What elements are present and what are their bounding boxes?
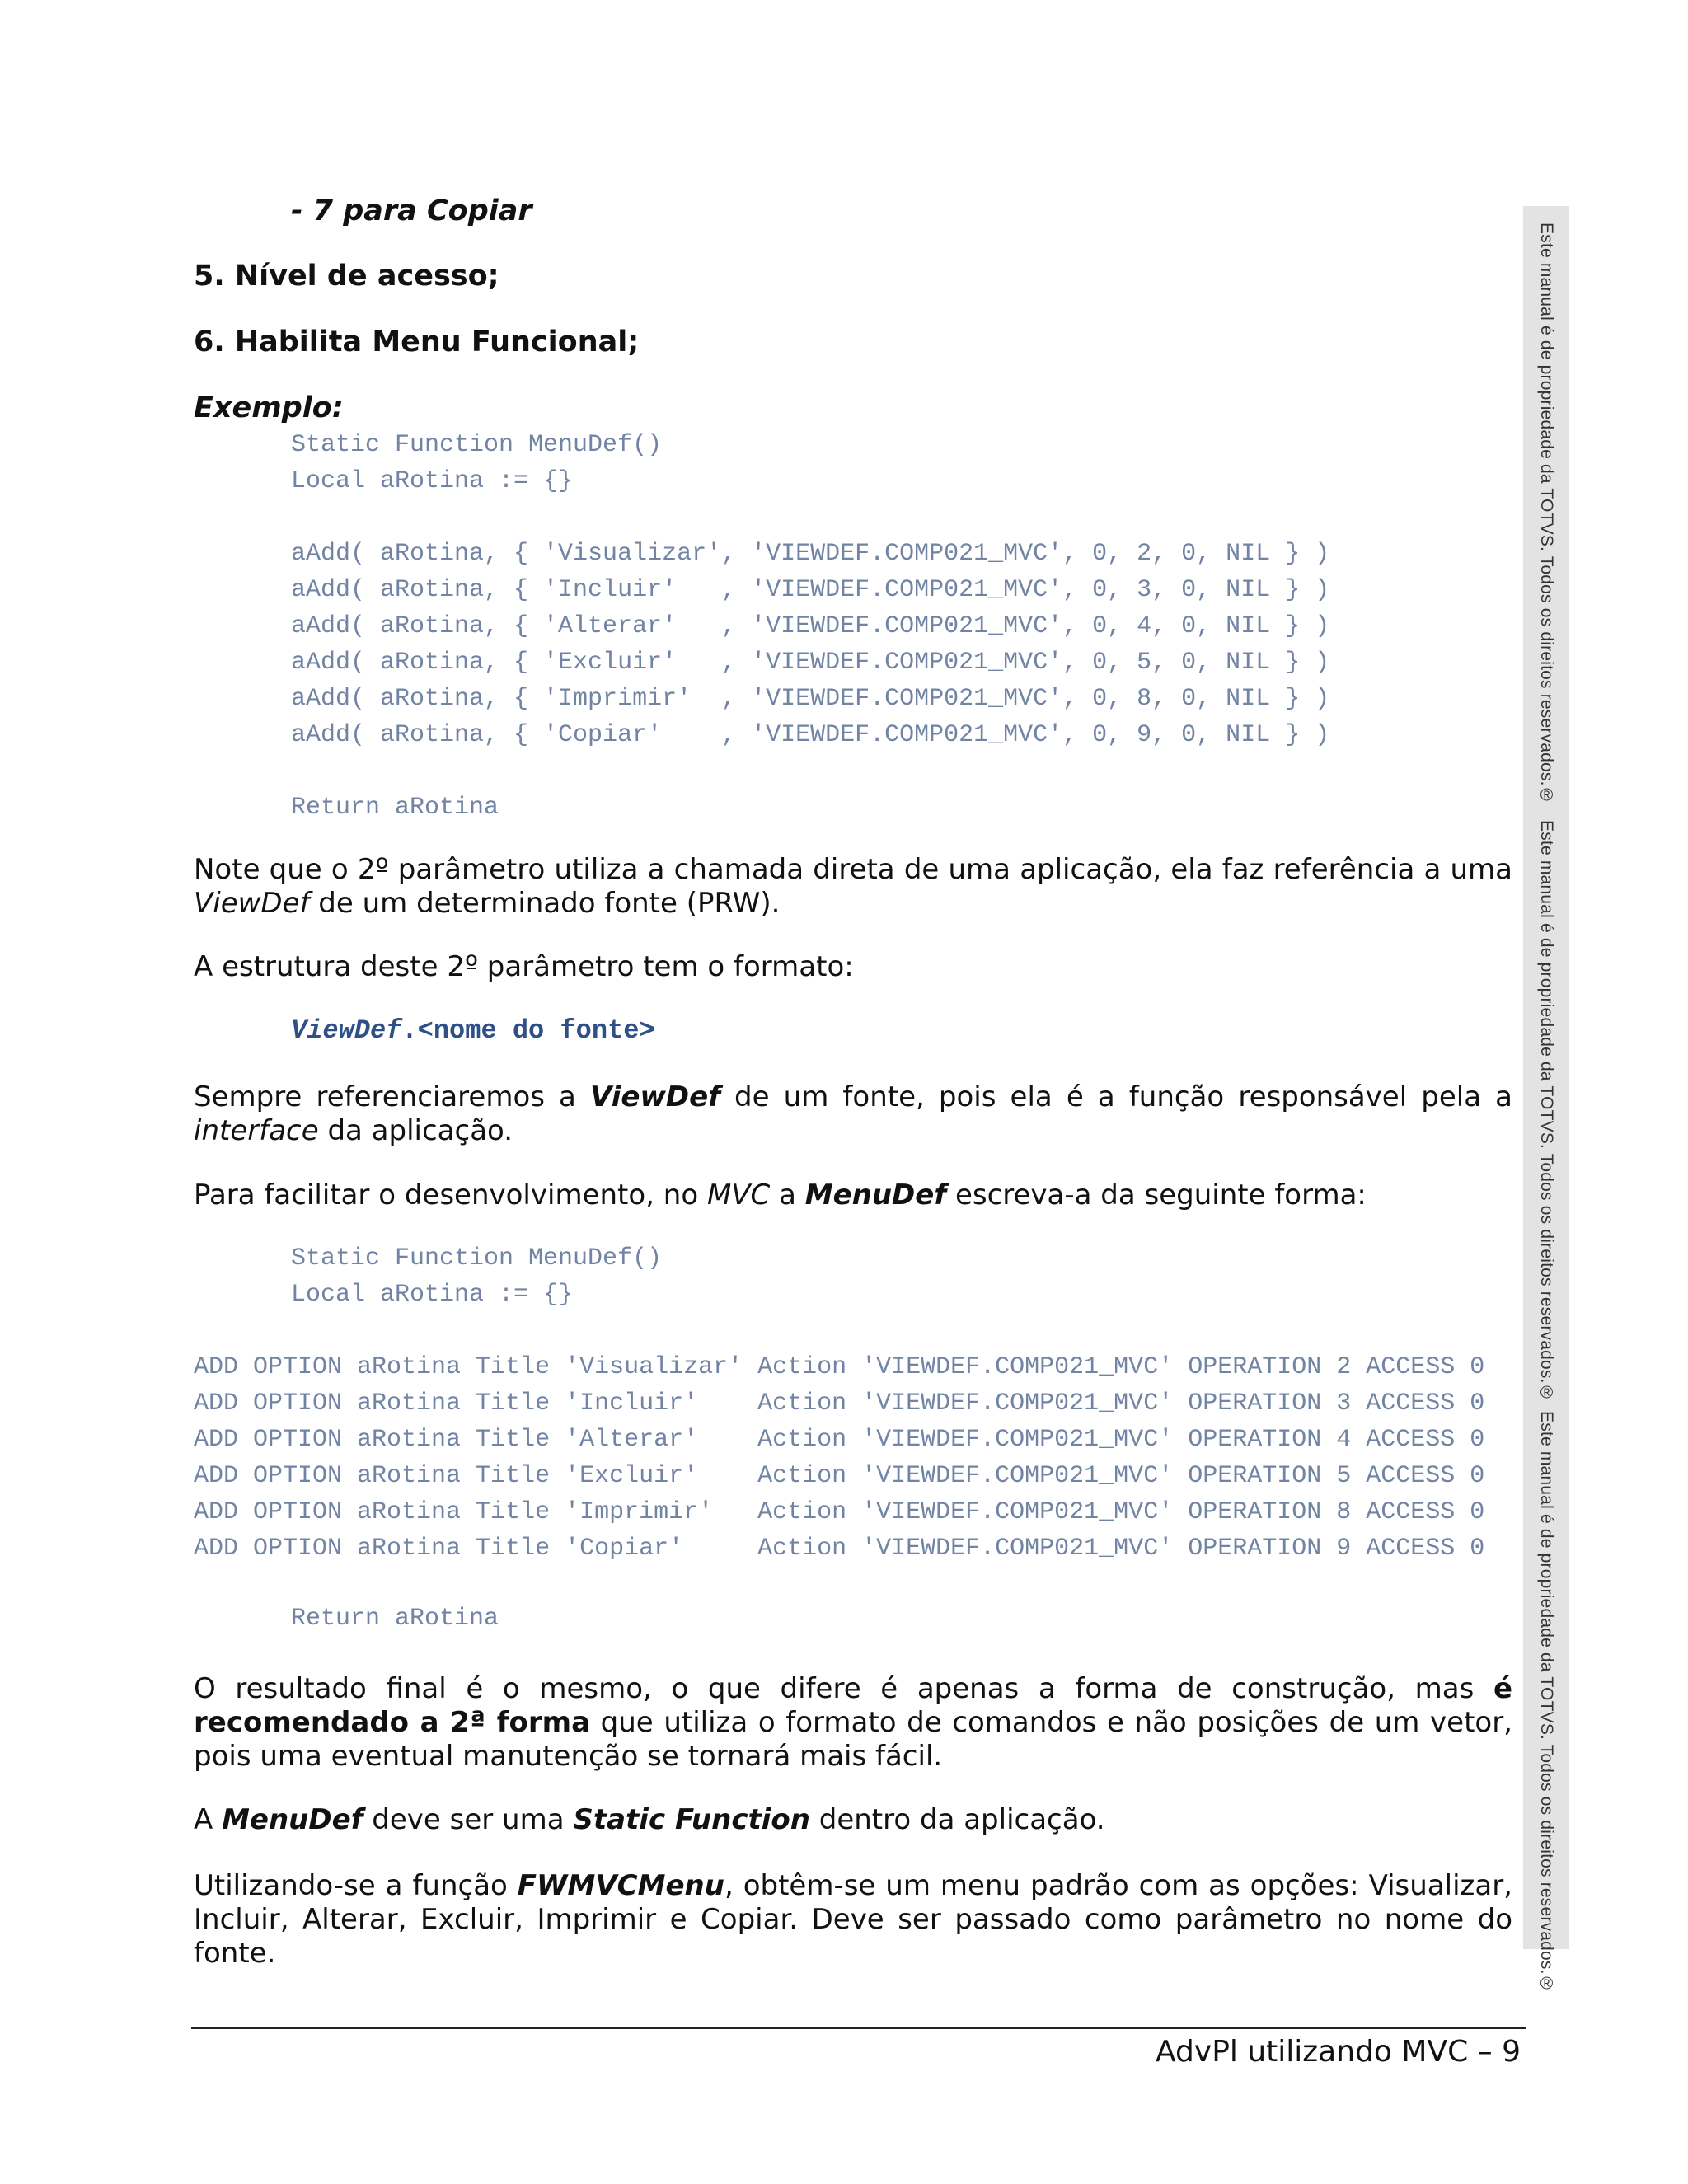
- code-line: aAdd( aRotina, { 'Alterar' , 'VIEWDEF.COMP021_MVC', 0, 4, 0, NIL } ): [291, 612, 1330, 640]
- page-footer: AdvPl utilizando MVC – 9: [1156, 2035, 1521, 2069]
- paragraph-recommended-form: O resultado final é o mesmo, o que difere é apenas a forma de construção, mas é recomendado a 2ª forma que utiliza o formato de comandos e não posições de um vetor, pois uma eventual manutenção se tornará mais fácil.: [194, 1672, 1512, 1773]
- code-line: [291, 753, 1329, 790]
- code-block-menudef-header: [291, 1240, 662, 1313]
- list-item-access-level: 5. Nível de acesso;: [194, 260, 499, 293]
- code-block-add-option: [194, 1349, 1484, 1567]
- example-label: Exemplo:: [194, 391, 344, 424]
- code-line: ADD OPTION aRotina Title 'Visualizar' Action 'VIEWDEF.COMP021_MVC' OPERATION 2 ACCESS 0: [194, 1353, 1485, 1381]
- code-line: aAdd( aRotina, { 'Incluir' , 'VIEWDEF.COMP021_MVC', 0, 3, 0, NIL } ): [291, 576, 1330, 604]
- code-line: ADD OPTION aRotina Title 'Incluir' Action 'VIEWDEF.COMP021_MVC' OPERATION 3 ACCESS 0: [194, 1390, 1485, 1418]
- code-block-arotina-array: [291, 427, 1329, 826]
- paragraph-fwmvcmenu: Utilizando-se a função FWMVCMenu, obtêm-se um menu padrão com as opções: Visualizar, Incluir, Alterar, Excluir, Imprimir e Copiar. Deve ser passado como parâmetro no nome do fonte.: [194, 1869, 1512, 1970]
- paragraph-structure: A estrutura deste 2º parâmetro tem o formato:: [194, 950, 854, 983]
- code-line: ADD OPTION aRotina Title 'Imprimir' Action 'VIEWDEF.COMP021_MVC' OPERATION 8 ACCESS 0: [194, 1498, 1485, 1526]
- code-return-statement: Return aRotina: [291, 1605, 499, 1633]
- code-line: aAdd( aRotina, { 'Copiar' , 'VIEWDEF.COMP021_MVC', 0, 9, 0, NIL } ): [291, 721, 1330, 749]
- code-line: Local aRotina := {}: [291, 1281, 574, 1309]
- code-line: Return aRotina: [291, 794, 499, 822]
- code-line: ADD OPTION aRotina Title 'Excluir' Action 'VIEWDEF.COMP021_MVC' OPERATION 5 ACCESS 0: [194, 1462, 1485, 1490]
- syntax-viewdef-format: ViewDef.<nome do fonte>: [291, 1015, 655, 1046]
- code-line: aAdd( aRotina, { 'Visualizar', 'VIEWDEF.COMP021_MVC', 0, 2, 0, NIL } ): [291, 540, 1330, 568]
- code-line: aAdd( aRotina, { 'Imprimir' , 'VIEWDEF.COMP021_MVC', 0, 8, 0, NIL } ): [291, 685, 1330, 713]
- code-line: aAdd( aRotina, { 'Excluir' , 'VIEWDEF.COMP021_MVC', 0, 5, 0, NIL } ): [291, 649, 1330, 677]
- code-line: Static Function MenuDef(): [291, 1244, 663, 1272]
- code-line: ADD OPTION aRotina Title 'Alterar' Action 'VIEWDEF.COMP021_MVC' OPERATION 4 ACCESS 0: [194, 1426, 1485, 1454]
- paragraph-viewdef-reference: Note que o 2º parâmetro utiliza a chamada direta de uma aplicação, ela faz referência a uma ViewDef de um determinado fonte (PRW).: [194, 853, 1512, 920]
- paragraph-menudef-form: Para facilitar o desenvolvimento, no MVC a MenuDef escreva-a da seguinte forma:: [194, 1179, 1367, 1212]
- copyright-notice-3: Este manual é de propriedade da TOTVS. Todos os direitos reservados.®: [1537, 1411, 1556, 1994]
- code-line: ADD OPTION aRotina Title 'Copiar' Action 'VIEWDEF.COMP021_MVC' OPERATION 9 ACCESS 0: [194, 1535, 1485, 1563]
- paragraph-viewdef-interface: Sempre referenciaremos a ViewDef de um fonte, pois ela é a função responsável pela a interface da aplicação.: [194, 1080, 1512, 1147]
- copyright-notice-1: Este manual é de propriedade da TOTVS. Todos os direitos reservados.®: [1537, 223, 1556, 805]
- copyright-sidebar: [1523, 206, 1569, 1994]
- copyright-notice-2: Este manual é de propriedade da TOTVS. Todos os direitos reservados.®: [1537, 820, 1556, 1403]
- footer-divider: [191, 2027, 1526, 2029]
- code-line: Static Function MenuDef(): [291, 431, 663, 459]
- code-line: Local aRotina := {}: [291, 467, 574, 495]
- list-item-menu-enable: 6. Habilita Menu Funcional;: [194, 326, 640, 359]
- code-line: [291, 499, 1329, 536]
- paragraph-static-function: A MenuDef deve ser uma Static Function dentro da aplicação.: [194, 1803, 1105, 1836]
- list-item-copy: - 7 para Copiar: [291, 194, 532, 227]
